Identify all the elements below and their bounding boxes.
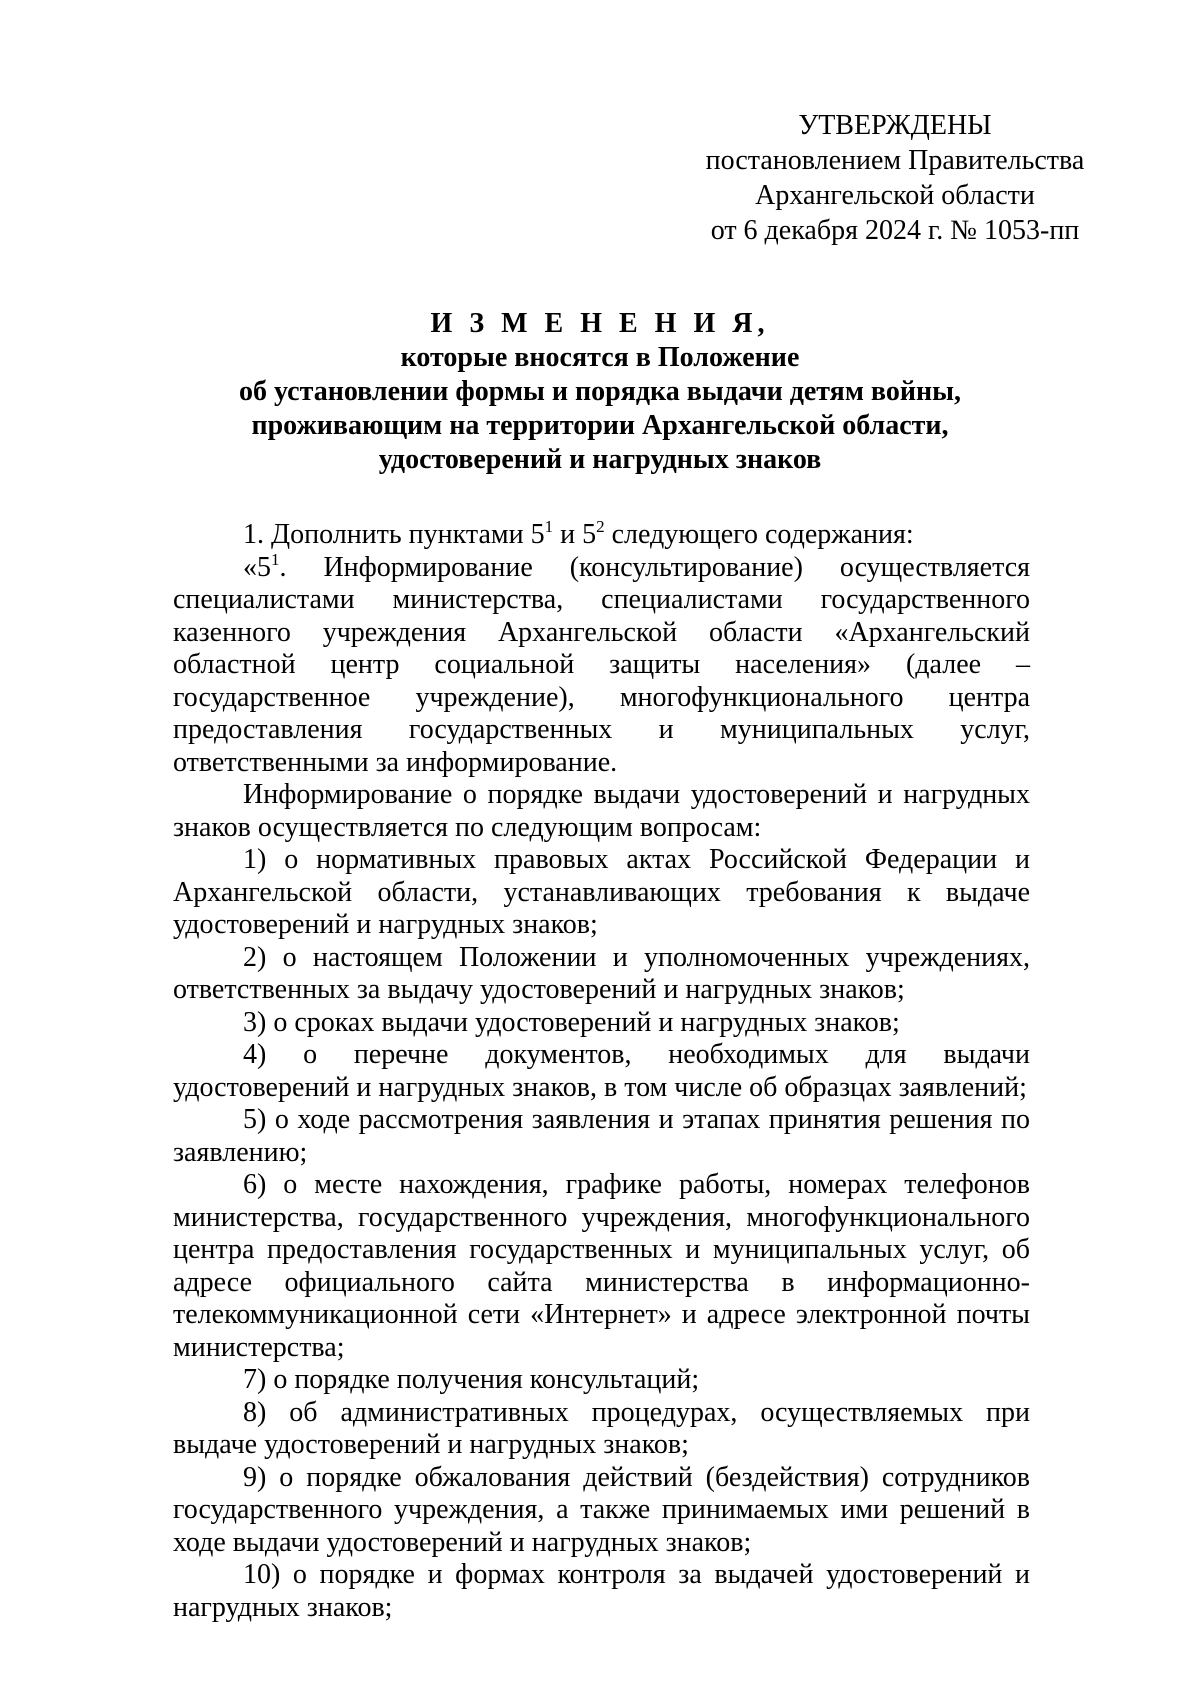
list-item: 4) о перечне документов, необходимых для выдачи удостоверений и нагрудных знаков, в том числе об образцах заявлений; — [173, 1039, 1030, 1103]
intro-paragraph — [173, 519, 1030, 552]
list-item: 6) о месте нахождения, графике работы, номерах телефонов министерства, государственного учреждения, многофункционального центра предоставления государственных и муниципальных услуг, об адресе официального сайта министерства в информационно-телекоммуникационной сети «Интернет» и адресе электронной почты министерства; — [173, 1169, 1030, 1363]
point-5-1-paragraph — [173, 549, 1030, 780]
intro-prefix: 1. Дополнить пунктами 5 — [243, 519, 545, 550]
info-intro-paragraph: Информирование о порядке выдачи удостоверений и нагрудных знаков осуществляется по следующим вопросам: — [173, 779, 1030, 843]
list-item: 8) об административных процедурах, осуществляемых при выдаче удостоверений и нагрудных знаков; — [173, 1396, 1030, 1460]
superscript: 2 — [596, 517, 605, 536]
superscript: 1 — [271, 549, 280, 569]
point-number: «5 — [243, 551, 271, 583]
intro-suffix: следующего содержания: — [604, 519, 914, 550]
list-item: 3) о сроках выдачи удостоверений и нагрудных знаков; — [243, 1006, 900, 1038]
heading-line: об установлении формы и порядка выдачи детям войны, — [239, 376, 961, 407]
heading-line: которые вносятся в Положение — [400, 342, 800, 373]
list-item: 7) о порядке получения консультаций; — [243, 1364, 700, 1395]
approval-line: постановлением Правительства — [705, 145, 1085, 176]
approval-title: УТВЕРЖДЕНЫ — [798, 110, 992, 141]
superscript: 1 — [544, 517, 554, 536]
list-item: 1) о нормативных правовых актах Российской Федерации и Архангельской области, устанавливающих требования к выдаче удостоверений и нагрудных знаков; — [173, 844, 1030, 940]
document-body — [173, 519, 1030, 1624]
list-item: 5) о ходе рассмотрения заявления и этапах принятия решения по заявлению; — [173, 1104, 1030, 1168]
point-text: . Информирование (консультирование) осуществляется специалистами министерства, специалистами государственного казенного учреждения Архангельской области «Архангельский областной центр социальной защиты населения» (далее – государственное учреждение), многофункционального центра предоставления государственных и муниципальных услуг, ответственными за информирование. — [173, 551, 1030, 778]
heading-line: удостоверений и нагрудных знаков — [378, 444, 822, 475]
heading-title: И З М Е Н Е Н И Я, — [430, 308, 770, 339]
intro-middle: и 5 — [553, 519, 597, 550]
document-heading — [170, 307, 1030, 477]
approval-line: Архангельской области — [755, 180, 1035, 211]
list-item: 9) о порядке обжалования действий (бездействия) сотрудников государственного учреждения, а также принимаемых ими решений в ходе выдачи удостоверений и нагрудных знаков; — [173, 1461, 1030, 1558]
list-item: 10) о порядке и формах контроля за выдачей удостоверений и нагрудных знаков; — [173, 1559, 1030, 1623]
approval-stamp — [700, 108, 1090, 248]
approval-line: от 6 декабря 2024 г. № 1053-пп — [710, 215, 1080, 246]
heading-line: проживающим на территории Архангельской области, — [251, 410, 949, 441]
list-item: 2) о настоящем Положении и уполномоченных учреждениях, ответственных за выдачу удостоверений и нагрудных знаков; — [173, 941, 1030, 1005]
